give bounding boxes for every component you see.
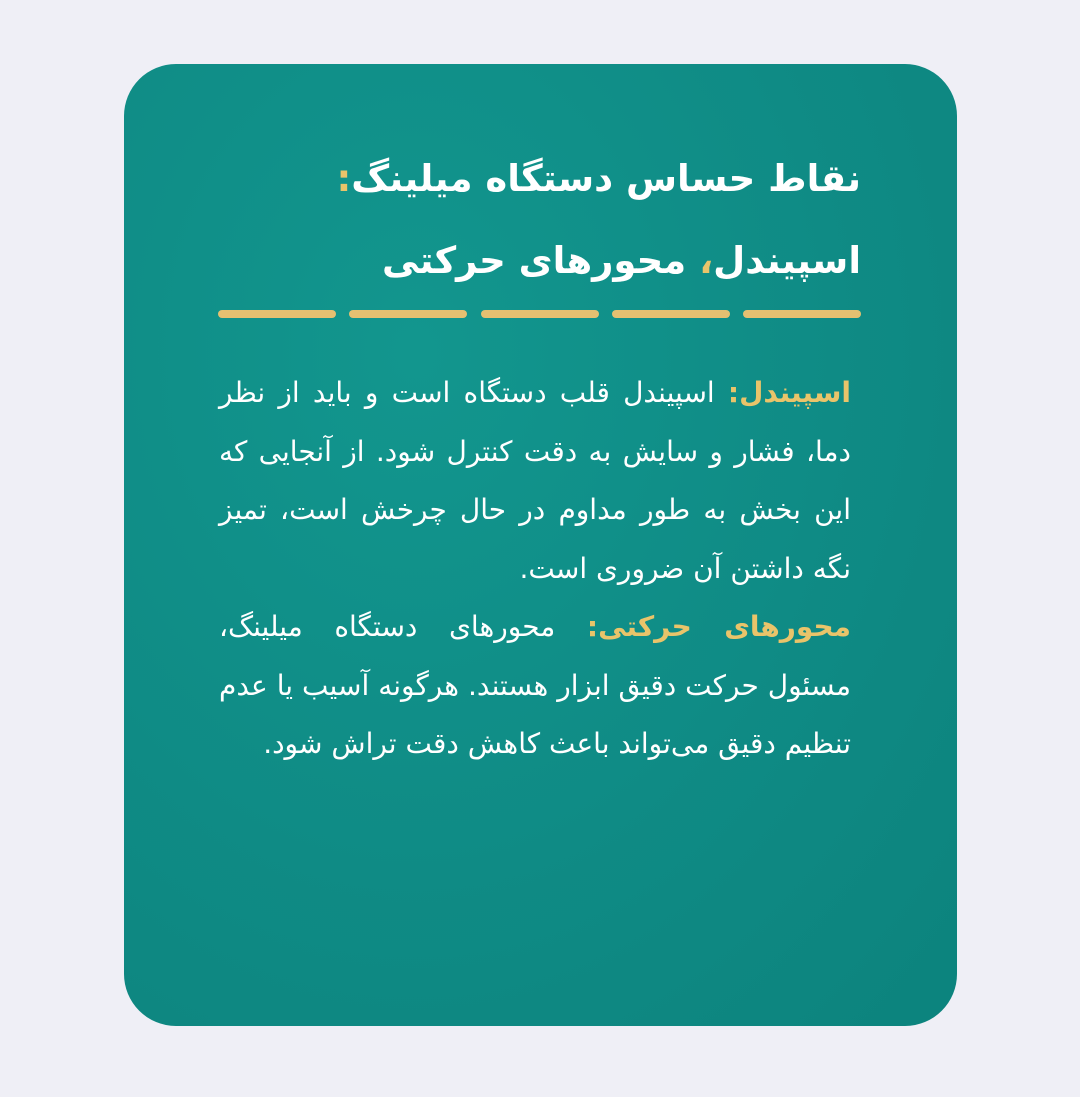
section-spindle	[219, 364, 851, 598]
title-axes: محورهای حرکتی	[382, 239, 700, 282]
divider-dash	[481, 310, 599, 318]
title-colon: :	[336, 157, 352, 200]
title-comma: ،	[699, 239, 714, 282]
title-line-2	[201, 220, 861, 302]
divider-dash	[349, 310, 467, 318]
section-term: محورهای حرکتی:	[586, 610, 851, 643]
divider-dash	[743, 310, 861, 318]
card-body	[219, 364, 851, 774]
section-motion-axes	[219, 598, 851, 774]
section-text: محورهای دستگاه میلینگ، مسئول حرکت دقیق ابزار هستند. هرگونه آسیب یا عدم تنظیم دقیق می‌تواند باعث کاهش دقت تراش شود.	[219, 610, 851, 760]
section-text: اسپیندل قلب دستگاه است و باید از نظر دما، فشار و سایش به دقت کنترل شود. از آنجایی که این بخش به طور مداوم در حال چرخش است، تمیز نگه داشتن آن ضروری است.	[219, 376, 851, 585]
section-term: اسپیندل:	[727, 376, 851, 409]
dashed-divider	[218, 310, 861, 318]
title-line-1-text: نقاط حساس دستگاه میلینگ	[351, 157, 861, 200]
divider-dash	[218, 310, 336, 318]
divider-dash	[612, 310, 730, 318]
info-card	[124, 64, 957, 1026]
title-spindle: اسپیندل	[713, 239, 861, 282]
title-line-1	[201, 138, 861, 220]
card-title	[201, 138, 861, 302]
